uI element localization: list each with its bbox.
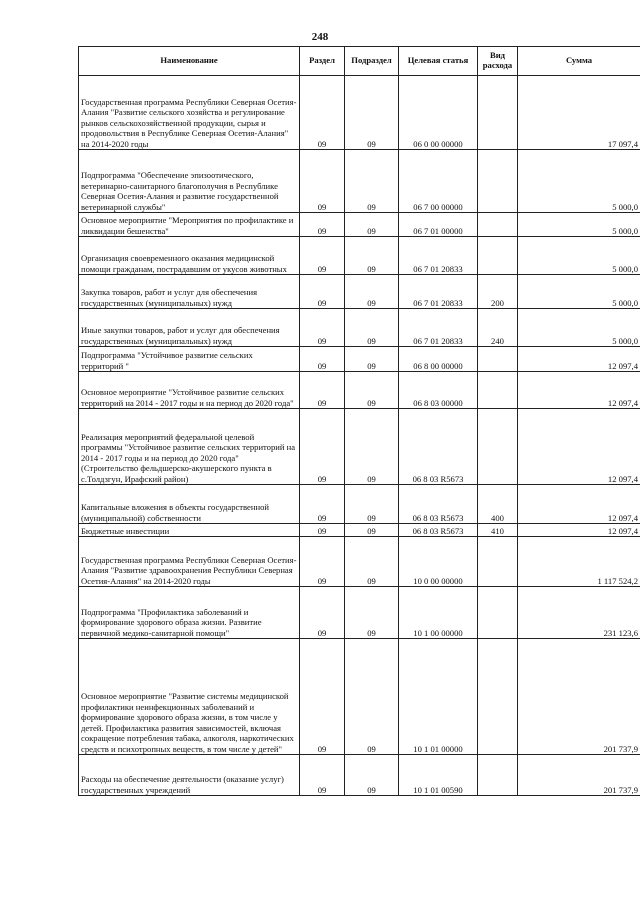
row-type: 410 bbox=[478, 524, 518, 537]
row-subsection: 09 bbox=[345, 309, 399, 347]
row-subsection: 09 bbox=[345, 537, 399, 587]
row-subsection: 09 bbox=[345, 150, 399, 213]
row-section: 09 bbox=[300, 409, 345, 485]
row-target: 06 8 03 00000 bbox=[399, 372, 478, 409]
row-target: 10 1 01 00000 bbox=[399, 639, 478, 755]
row-target: 06 0 00 00000 bbox=[399, 76, 478, 150]
table-row bbox=[79, 409, 640, 485]
row-name: Расходы на обеспечение деятельности (оказание услуг) государственных учреждений bbox=[79, 755, 300, 796]
row-section: 09 bbox=[300, 237, 345, 275]
row-subsection: 09 bbox=[345, 409, 399, 485]
row-amount: 5 000,0 bbox=[518, 275, 640, 309]
row-subsection: 09 bbox=[345, 755, 399, 796]
row-subsection: 09 bbox=[345, 524, 399, 537]
row-target: 06 7 01 00000 bbox=[399, 213, 478, 237]
row-target: 06 8 00 00000 bbox=[399, 347, 478, 372]
row-subsection: 09 bbox=[345, 587, 399, 639]
row-target: 06 8 03 R5673 bbox=[399, 524, 478, 537]
table-row bbox=[79, 76, 640, 150]
row-type bbox=[478, 537, 518, 587]
row-section: 09 bbox=[300, 309, 345, 347]
row-target: 10 1 01 00590 bbox=[399, 755, 478, 796]
row-amount: 201 737,9 bbox=[518, 639, 640, 755]
table-row bbox=[79, 524, 640, 537]
header-subsection: Подраздел bbox=[345, 47, 399, 76]
row-amount: 201 737,9 bbox=[518, 755, 640, 796]
row-type: 400 bbox=[478, 485, 518, 524]
row-name: Основное мероприятие "Устойчивое развитие сельских территорий на 2014 - 2017 годы и на период до 2020 года" bbox=[79, 372, 300, 409]
row-amount: 1 117 524,2 bbox=[518, 537, 640, 587]
row-name: Основное мероприятие "Мероприятия по профилактике и ликвидации бешенства" bbox=[79, 213, 300, 237]
row-type bbox=[478, 347, 518, 372]
row-subsection: 09 bbox=[345, 275, 399, 309]
header-name: Наименование bbox=[79, 47, 300, 76]
row-name: Бюджетные инвестиции bbox=[79, 524, 300, 537]
row-amount: 12 097,4 bbox=[518, 485, 640, 524]
row-subsection: 09 bbox=[345, 237, 399, 275]
row-amount: 5 000,0 bbox=[518, 237, 640, 275]
row-amount: 12 097,4 bbox=[518, 409, 640, 485]
row-type bbox=[478, 409, 518, 485]
row-target: 06 7 00 00000 bbox=[399, 150, 478, 213]
row-section: 09 bbox=[300, 485, 345, 524]
table-row bbox=[79, 587, 640, 639]
table-row bbox=[79, 213, 640, 237]
row-name: Закупка товаров, работ и услуг для обеспечения государственных (муниципальных) нужд bbox=[79, 275, 300, 309]
header-amount: Сумма bbox=[518, 47, 640, 76]
row-type bbox=[478, 76, 518, 150]
table-row bbox=[79, 537, 640, 587]
row-name: Основное мероприятие "Развитие системы медицинской профилактики неинфекционных заболеваний и формирование здорового образа жизни, в том числе у детей. Профилактика развития зависимостей, включая сокращение потребления табака, алкоголя, наркотических средств и психотропных веществ, в том числе у детей" bbox=[79, 639, 300, 755]
table-row bbox=[79, 347, 640, 372]
table-row bbox=[79, 275, 640, 309]
header-expense-type: Вид расхода bbox=[478, 47, 518, 76]
row-subsection: 09 bbox=[345, 347, 399, 372]
row-name: Государственная программа Республики Северная Осетия-Алания "Развитие сельского хозяйства и регулирование рынков сельскохозяйственной продукции, сырья и продовольствия в Республике Северная Осетия-Алания" на 2014-2020 годы bbox=[79, 76, 300, 150]
row-section: 09 bbox=[300, 372, 345, 409]
row-target: 06 7 01 20833 bbox=[399, 237, 478, 275]
row-section: 09 bbox=[300, 347, 345, 372]
row-amount: 12 097,4 bbox=[518, 372, 640, 409]
row-type: 240 bbox=[478, 309, 518, 347]
header-section: Раздел bbox=[300, 47, 345, 76]
row-type bbox=[478, 237, 518, 275]
row-target: 10 1 00 00000 bbox=[399, 587, 478, 639]
header-target: Целевая статья bbox=[399, 47, 478, 76]
budget-table bbox=[78, 46, 640, 796]
table-row bbox=[79, 372, 640, 409]
row-name: Капитальные вложения в объекты государственной (муниципальной) собственности bbox=[79, 485, 300, 524]
row-section: 09 bbox=[300, 639, 345, 755]
row-section: 09 bbox=[300, 524, 345, 537]
row-amount: 12 097,4 bbox=[518, 347, 640, 372]
row-subsection: 09 bbox=[345, 485, 399, 524]
row-target: 06 7 01 20833 bbox=[399, 309, 478, 347]
row-type bbox=[478, 372, 518, 409]
row-subsection: 09 bbox=[345, 213, 399, 237]
row-type bbox=[478, 213, 518, 237]
row-type: 200 bbox=[478, 275, 518, 309]
table-row bbox=[79, 755, 640, 796]
row-target: 06 7 01 20833 bbox=[399, 275, 478, 309]
row-type bbox=[478, 587, 518, 639]
row-name: Организация своевременного оказания медицинской помощи гражданам, пострадавшим от укусов животных bbox=[79, 237, 300, 275]
row-section: 09 bbox=[300, 150, 345, 213]
row-target: 06 8 03 R5673 bbox=[399, 485, 478, 524]
table-row bbox=[79, 237, 640, 275]
row-section: 09 bbox=[300, 587, 345, 639]
row-amount: 231 123,6 bbox=[518, 587, 640, 639]
row-type bbox=[478, 755, 518, 796]
row-subsection: 09 bbox=[345, 372, 399, 409]
row-name: Реализация мероприятий федеральной целевой программы "Устойчивое развитие сельских территорий на 2014 - 2017 годы и на период до 2020 года" (Строительство фельдшерско-акушерского пункта в с.Толдзгун, Ирафский район) bbox=[79, 409, 300, 485]
row-name: Подпрограмма "Профилактика заболеваний и формирование здорового образа жизни. Развитие первичной медико-санитарной помощи" bbox=[79, 587, 300, 639]
row-amount: 12 097,4 bbox=[518, 524, 640, 537]
table-header-row bbox=[79, 47, 640, 76]
row-type bbox=[478, 150, 518, 213]
row-amount: 5 000,0 bbox=[518, 150, 640, 213]
row-section: 09 bbox=[300, 76, 345, 150]
table-row bbox=[79, 150, 640, 213]
row-subsection: 09 bbox=[345, 76, 399, 150]
row-amount: 17 097,4 bbox=[518, 76, 640, 150]
row-name: Иные закупки товаров, работ и услуг для обеспечения государственных (муниципальных) нужд bbox=[79, 309, 300, 347]
row-section: 09 bbox=[300, 537, 345, 587]
row-name: Подпрограмма "Устойчивое развитие сельских территорий " bbox=[79, 347, 300, 372]
row-amount: 5 000,0 bbox=[518, 309, 640, 347]
table-row bbox=[79, 639, 640, 755]
row-type bbox=[478, 639, 518, 755]
row-section: 09 bbox=[300, 275, 345, 309]
row-amount: 5 000,0 bbox=[518, 213, 640, 237]
table-row bbox=[79, 309, 640, 347]
row-section: 09 bbox=[300, 213, 345, 237]
row-name: Государственная программа Республики Северная Осетия-Алания "Развитие здравоохранения Республики Северная Осетия-Алания" на 2014-2020 годы bbox=[79, 537, 300, 587]
page-number: 248 bbox=[311, 31, 329, 43]
row-name: Подпрограмма "Обеспечение эпизоотического, ветеринарно-санитарного благополучия в Республике Северная Осетия-Алания и развитие государственной ветеринарной службы" bbox=[79, 150, 300, 213]
row-target: 06 8 03 R5673 bbox=[399, 409, 478, 485]
row-target: 10 0 00 00000 bbox=[399, 537, 478, 587]
row-subsection: 09 bbox=[345, 639, 399, 755]
row-section: 09 bbox=[300, 755, 345, 796]
table-row bbox=[79, 485, 640, 524]
